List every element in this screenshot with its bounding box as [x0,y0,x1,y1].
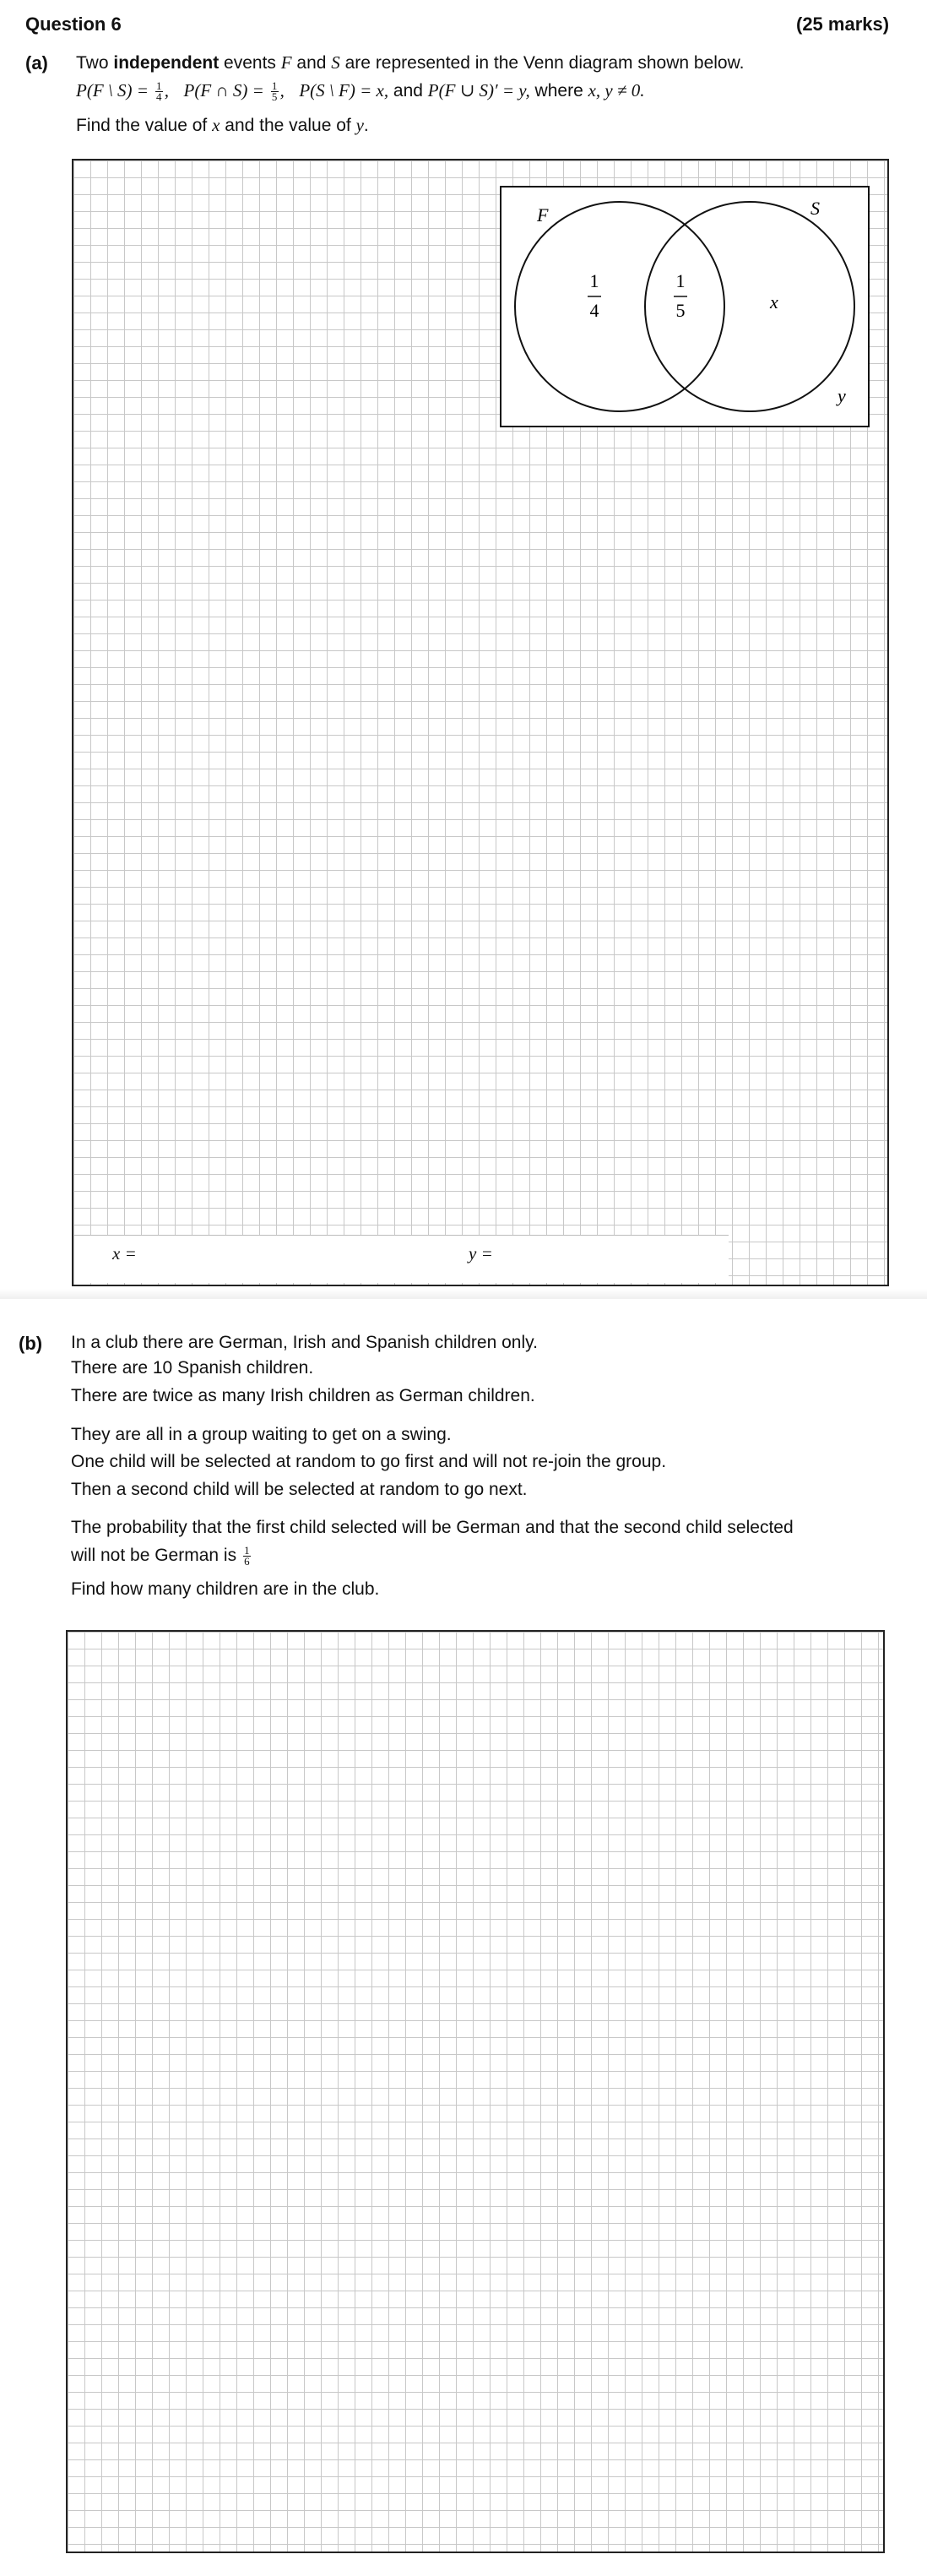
part-a-label: (a) [25,52,48,73]
part-a-equations: P(F \ S) = $\frac{1}{4}$ , P(F ∩ S) = $\frac{1}{5}$ , P(S \ F) = x, and P(F ∪ S)′ = y, where x, y ≠ 0. [76,79,645,103]
part-b-line-2: There are 10 Spanish children. [71,1358,314,1378]
question-marks: (25 marks) [796,14,890,35]
part-b-line-1: In a club there are German, Irish and Spanish children only. [71,1333,538,1352]
part-b-answer-grid[interactable] [66,1630,885,2553]
fraction-quarter: $\frac{1}{4}$ [156,79,162,103]
venn-region-s-only: x [770,291,778,312]
venn-label-f: F [537,204,549,226]
part-b-label: (b) [19,1333,43,1354]
part-b-probability-line-2: will not be German is $\frac{1}{6}$ [71,1544,250,1568]
venn-diagram [500,186,870,427]
venn-label-s: S [810,198,820,219]
part-a-intro: Two independent events F and S are represented in the Venn diagram shown below. [76,52,745,73]
part-b-line-4: They are all in a group waiting to get on a swing. [71,1425,452,1444]
answer-x-label: x = [112,1243,137,1264]
svg-text:1: 1 [675,270,686,291]
part-b-find: Find how many children are in the club. [71,1579,380,1599]
svg-text:5: 5 [675,300,686,321]
fraction-sixth: $\frac{1}{6}$ [244,1544,250,1568]
part-b-line-3: There are twice as many Irish children as German children. [71,1386,535,1405]
part-b-line-6: Then a second child will be selected at random to go next. [71,1480,528,1499]
svg-text:4: 4 [589,300,599,321]
part-a-find: Find the value of x and the value of y. [76,115,369,135]
answer-strip [74,1235,729,1283]
answer-y-label: y = [469,1243,493,1264]
fraction-fifth: $\frac{1}{5}$ [271,79,278,103]
question-title: Question 6 [25,14,122,35]
part-b-line-5: One child will be selected at random to go first and will not re-join the group. [71,1452,667,1471]
part-b-probability-line-1: The probability that the first child selected will be German and that the second child selected [71,1518,794,1537]
svg-text:1: 1 [589,270,599,291]
page-break-shadow [0,1289,927,1299]
venn-region-outside: y [838,385,846,406]
